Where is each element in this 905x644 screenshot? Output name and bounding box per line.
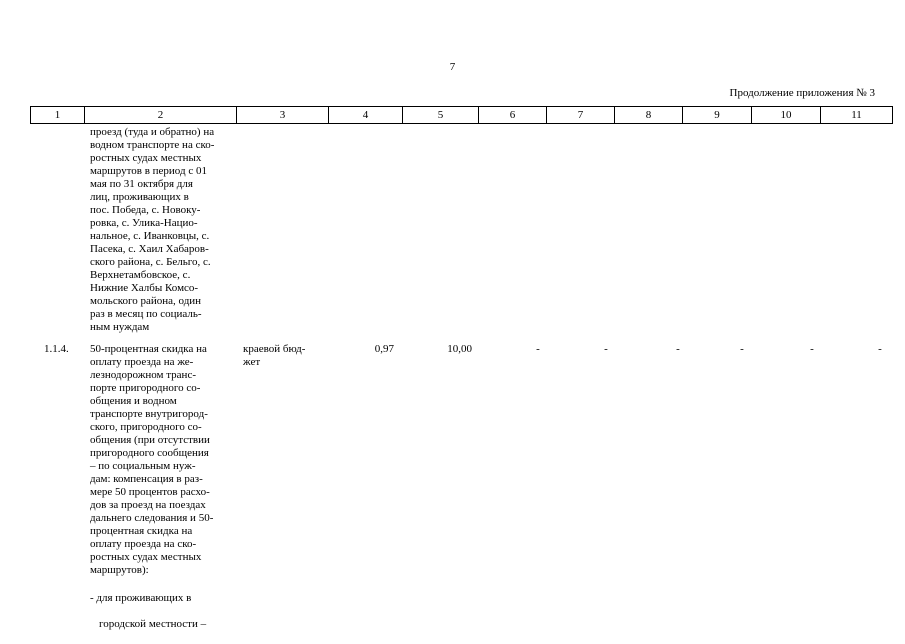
value-col-5: 10,00 [447,343,472,355]
column-number-2: 2 [85,107,237,124]
column-number-1: 1 [31,107,85,124]
row-description: 50-процентная скидка на оплату проезда на же- лезнодорожном транс- порте пригородного со- общения и водном транспорте внутригород- ского, пригородного со- общения (при отсутствии пригородного сообщения – по социальным нуж- дам: компенсация в раз- мере 50 процентов расхо- дов за проезд на поездах дальнего следования и 50- процентная скидка на оплату проезда на ско- ростных судах местных маршрутов): [90,343,214,576]
column-number-11: 11 [821,107,893,124]
column-number-7: 7 [547,107,615,124]
column-number-5: 5 [403,107,479,124]
sub-item-line-1: - для проживающих в [90,592,192,604]
column-number-4: 4 [329,107,403,124]
column-number-header [30,106,893,124]
value-col-11: - [878,343,882,355]
value-col-8: - [676,343,680,355]
value-col-9: - [740,343,744,355]
value-col-6: - [536,343,540,355]
page-number: 7 [449,61,456,73]
funding-source: краевой бюд- жет [243,343,306,368]
value-col-7: - [604,343,608,355]
sub-item-line-2: городской местности – [99,618,207,630]
column-number-3: 3 [237,107,329,124]
value-col-10: - [810,343,814,355]
column-number-9: 9 [683,107,752,124]
row-number: 1.1.4. [44,343,69,355]
column-number-8: 8 [615,107,683,124]
sub-item-urban [90,579,240,644]
value-col-4: 0,97 [374,343,394,355]
continuation-title: Продолжение приложения № 3 [729,87,875,99]
column-number-10: 10 [752,107,821,124]
continued-row-description: проезд (туда и обратно) на водном транспорте на ско- ростных судах местных маршрутов в период с 01 мая по 31 октября для лиц, проживающих в пос. Победа, с. Новоку- ровка, с. Улика-Нацио- нальное, с. Иванковцы, с. Пасека, с. Хаил Хабаров- ского района, с. Бельго, с. Верхнетамбовское, с. Нижние Халбы Комсо- мольского района, один раз в месяц по социаль- ным нуждам [90,126,215,333]
column-number-6: 6 [479,107,547,124]
